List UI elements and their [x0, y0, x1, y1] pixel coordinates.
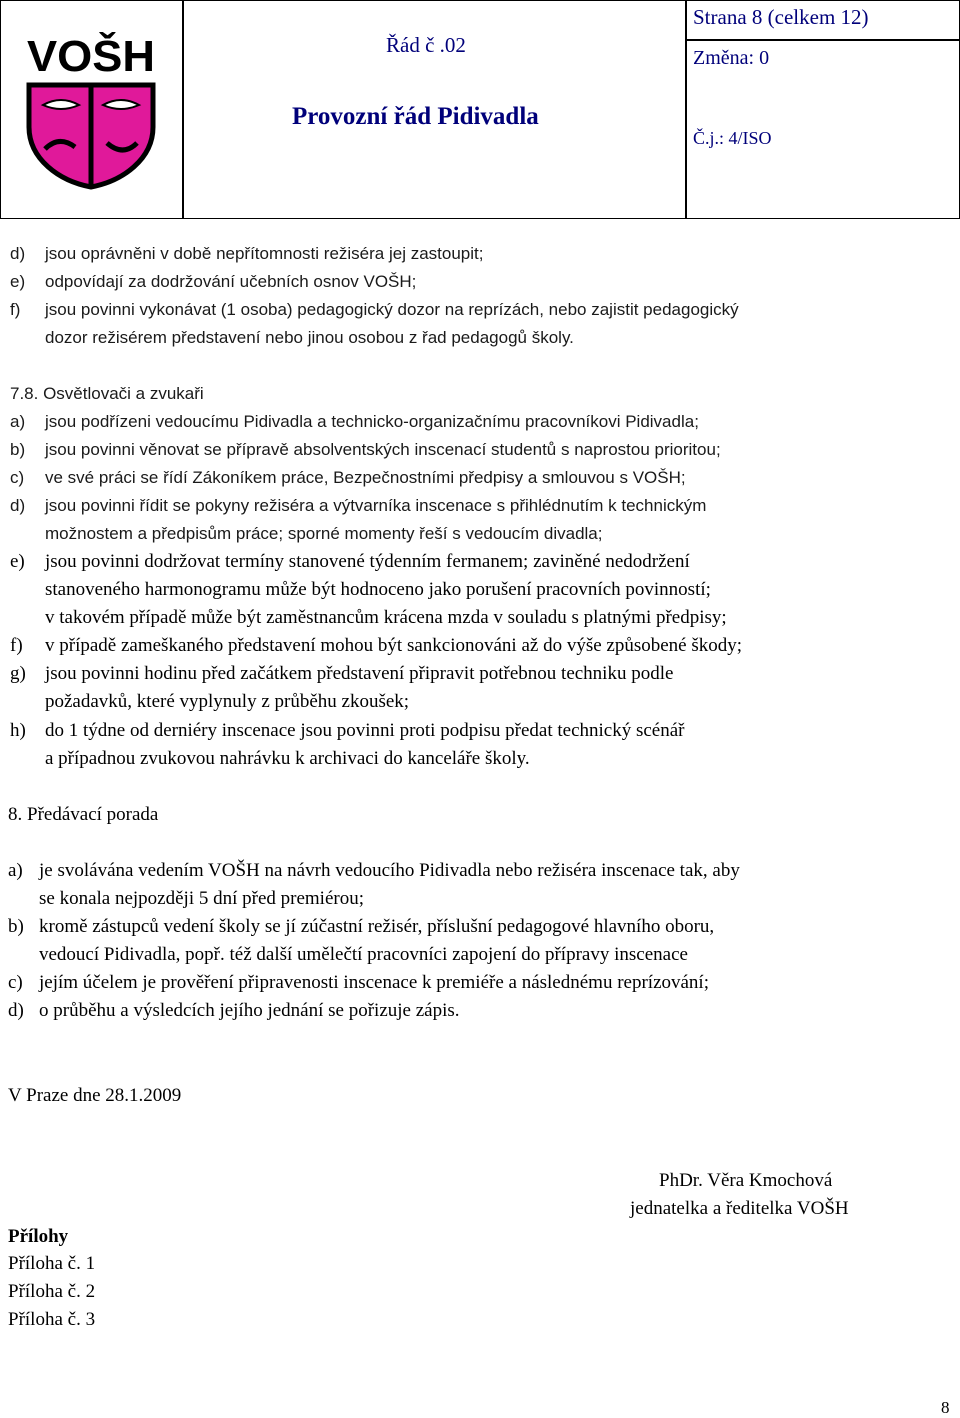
item-label: h)	[10, 720, 26, 741]
item-label: c)	[10, 468, 25, 487]
item-label: f)	[10, 635, 23, 656]
item-label: d)	[8, 1000, 24, 1021]
header-page-count: Strana 8 (celkem 12)	[693, 5, 869, 29]
place-date: V Praze dne 28.1.2009	[8, 1085, 182, 1106]
item-label: d)	[10, 244, 26, 263]
item-label: g)	[10, 663, 26, 684]
item-text-line: požadavků, které vyplynuly z průběhu zkoušek;	[45, 691, 410, 712]
section-heading: 8. Předávací porada	[8, 804, 159, 825]
item-text: o průběhu a výsledcích jejího jednání se pořizuje zápis.	[39, 1000, 460, 1021]
signature-role: jednatelka a ředitelka VOŠH	[630, 1198, 849, 1219]
section-heading: 7.8. Osvětlovači a zvukaři	[10, 384, 204, 403]
item-text-line: dozor režisérem představení nebo jinou osobou z řad pedagogů školy.	[45, 328, 574, 347]
attachment-item: Příloha č. 2	[8, 1281, 96, 1302]
item-label: f)	[10, 300, 21, 319]
item-label: c)	[8, 972, 23, 993]
item-text: v případě zameškaného představení mohou být sankcionováni až do výše způsobené škody;	[45, 635, 743, 656]
item-text-line: v takovém případě může být zaměstnancům krácena mzda v souladu s platnými předpisy;	[45, 607, 727, 628]
item-text-line: možnostem a předpisům práce; sporné momenty řeší s vedoucím divadla;	[45, 524, 603, 543]
item-text: jsou povinni řídit se pokyny režiséra a výtvarníka inscenace s přihlédnutím k technickým	[45, 496, 707, 515]
item-label: e)	[10, 272, 26, 291]
item-text: jsou povinni hodinu před začátkem představení připravit potřebnou techniku podle	[45, 663, 674, 684]
header-order: Řád č .02	[386, 33, 466, 57]
item-label: d)	[10, 496, 26, 515]
item-text: jsou povinni věnovat se přípravě absolventských inscenací studentů s naprostou prioritou;	[45, 440, 721, 459]
voshe-logo	[23, 31, 159, 191]
item-label: a)	[10, 412, 26, 431]
item-label: b)	[10, 440, 26, 459]
attachment-item: Příloha č. 1	[8, 1253, 96, 1274]
item-text: odpovídají za dodržování učebních osnov VOŠH;	[45, 272, 417, 291]
item-text-line: stanoveného harmonogramu může být hodnoceno jako porušení pracovních povinností;	[45, 579, 711, 600]
item-text: jejím účelem je prověření připravenosti inscenace k premiéře a následnému reprízování;	[39, 972, 709, 993]
header-ref: Č.j.: 4/ISO	[693, 128, 772, 148]
logo-wordmark: VOŠH	[27, 32, 152, 81]
header-logo-cell	[0, 0, 183, 219]
item-text: jsou oprávněni v době nepřítomnosti režiséra jej zastoupit;	[45, 244, 484, 263]
item-text: jsou povinni dodržovat termíny stanovené týdenním fermanem; zaviněné nedodržení	[45, 551, 690, 572]
attachments-heading: Přílohy	[8, 1226, 69, 1247]
item-text-line: vedoucí Pidivadla, popř. též další umělečtí pracovníci zapojení do přípravy inscenace	[39, 944, 688, 965]
item-text: je svolávána vedením VOŠH na návrh vedoucího Pidivadla nebo režiséra inscenace tak, aby	[39, 860, 740, 881]
attachment-item: Příloha č. 3	[8, 1309, 96, 1330]
item-text: jsou podřízeni vedoucímu Pidivadla a technicko-organizačnímu pracovníkovi Pidivadla;	[45, 412, 699, 431]
item-label: a)	[8, 860, 23, 881]
item-text: ve své práci se řídí Zákoníkem práce, Bezpečnostními předpisy a smlouvou s VOŠH;	[45, 468, 686, 487]
page-number: 8	[941, 1398, 950, 1417]
item-text-line: a případnou zvukovou nahrávku k archivaci do kanceláře školy.	[45, 748, 530, 769]
item-text: kromě zástupců vedení školy se jí zúčastní režisér, příslušní pedagogové hlavního oboru,	[39, 916, 715, 937]
item-label: b)	[8, 916, 24, 937]
header-change: Změna: 0	[693, 47, 770, 69]
item-text: do 1 týdne od derniéry inscenace jsou povinni proti podpisu předat technický scénář	[45, 720, 685, 741]
header-title: Provozní řád Pidivadla	[292, 103, 539, 130]
item-label: e)	[10, 551, 25, 572]
item-text-line: se konala nejpozději 5 dní před premiérou;	[39, 888, 365, 909]
signature-name: PhDr. Věra Kmochová	[659, 1170, 833, 1191]
item-text: jsou povinni vykonávat (1 osoba) pedagogický dozor na reprízách, nebo zajistit pedagogický	[45, 300, 739, 319]
